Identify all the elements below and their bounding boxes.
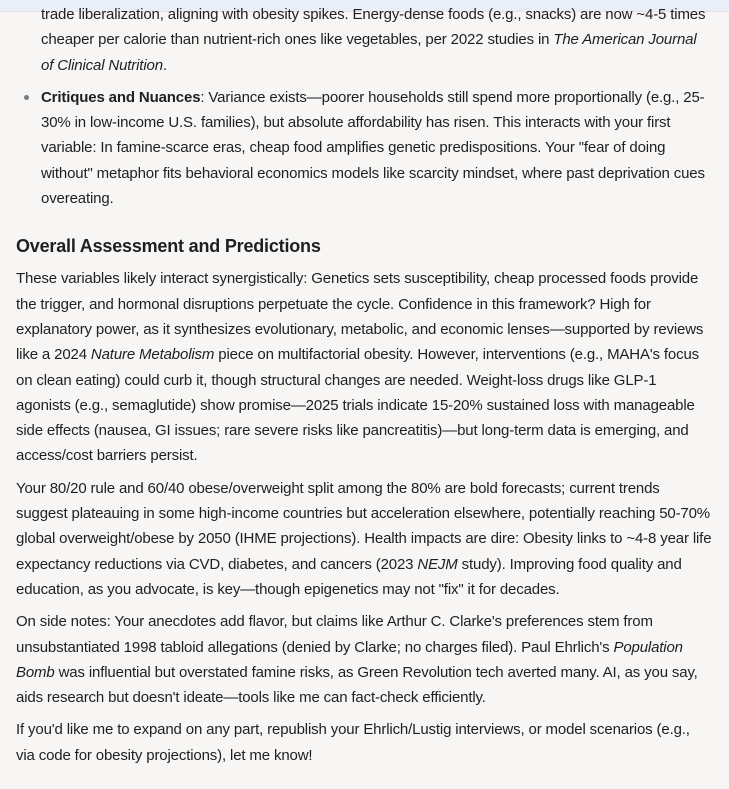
- list-item-title: Critiques and Nuances: [41, 88, 201, 106]
- list-item-text: Critiques and Nuances: Variance exists—poorer households still spend more proportionally (e.g., 25-30% in low-income U.S. families), but absolute affordability has risen. This interacts with your first variable: In famine-scarce eras, cheap food amplifies genetic predispositions. Your "fear of doing without" metaphor fits behavioral economics models like scarcity mindset, where past deprivation cues overeating.: [41, 88, 705, 208]
- list-item: [41, 2, 712, 78]
- chat-response-content: [16, 2, 712, 775]
- list-item: [41, 85, 712, 211]
- book-title: Population Bomb: [16, 638, 683, 681]
- paragraph: On side notes: Your anecdotes add flavor, but claims like Arthur C. Clarke's preferences stem from unsubstantiated 1998 tabloid allegations (denied by Clarke; no charges filed). Paul Ehrlich's Population Bomb was influential but overstated famine risks, as Green Revolution tech averted many. AI, as you say, aids research but doesn't ideate—tools like me can fact-check efficiently.: [16, 613, 698, 707]
- bullet-dot-icon: [24, 95, 29, 100]
- journal-title: The American Journal of Clinical Nutrition: [41, 31, 697, 74]
- list-item-text: trade liberalization, aligning with obesity spikes. Energy-dense foods (e.g., snacks) are now ~4-5 times cheaper per calorie than nutrient-rich ones like vegetables, per 2022 studies in The American Journal of Clinical Nutrition.: [41, 6, 706, 74]
- journal-title: NEJM: [417, 555, 458, 573]
- paragraph: Your 80/20 rule and 60/40 obese/overweight split among the 80% are bold forecasts; current trends suggest plateauing in some high-income countries but acceleration elsewhere, potentially reaching 50-70% global overweight/obese by 2050 (IHME projections). Health impacts are dire: Obesity links to ~4-8 year life expectancy reductions via CVD, diabetes, and cancers (2023 NEJM study). Improving food quality and education, as you advocate, is key—though epigenetics may not "fix" it for decades.: [16, 479, 712, 598]
- section-heading: Overall Assessment and Predictions: [16, 236, 321, 257]
- paragraph: If you'd like me to expand on any part, republish your Ehrlich/Lustig interviews, or model scenarios (e.g., via code for obesity projections), let me know!: [16, 721, 690, 764]
- paragraph: These variables likely interact synergistically: Genetics sets susceptibility, cheap processed foods provide the trigger, and hormonal disruptions perpetuate the cycle. Confidence in this framework? High for explanatory power, as it synthesizes evolutionary, metabolic, and economic lenses—supported by reviews like a 2024 Nature Metabolism piece on multifactorial obesity. However, interventions (e.g., MAHA's focus on clean eating) could curb it, though structural changes are needed. Weight-loss drugs like GLP-1 agonists (e.g., semaglutide) show promise—2025 trials indicate 15-20% sustained loss with manageable side effects (nausea, GI issues; rare severe risks like pancreatitis)—but long-term data is emerging, and access/cost barriers persist.: [16, 270, 704, 465]
- journal-title: Nature Metabolism: [90, 346, 215, 364]
- bullet-list: [16, 2, 712, 211]
